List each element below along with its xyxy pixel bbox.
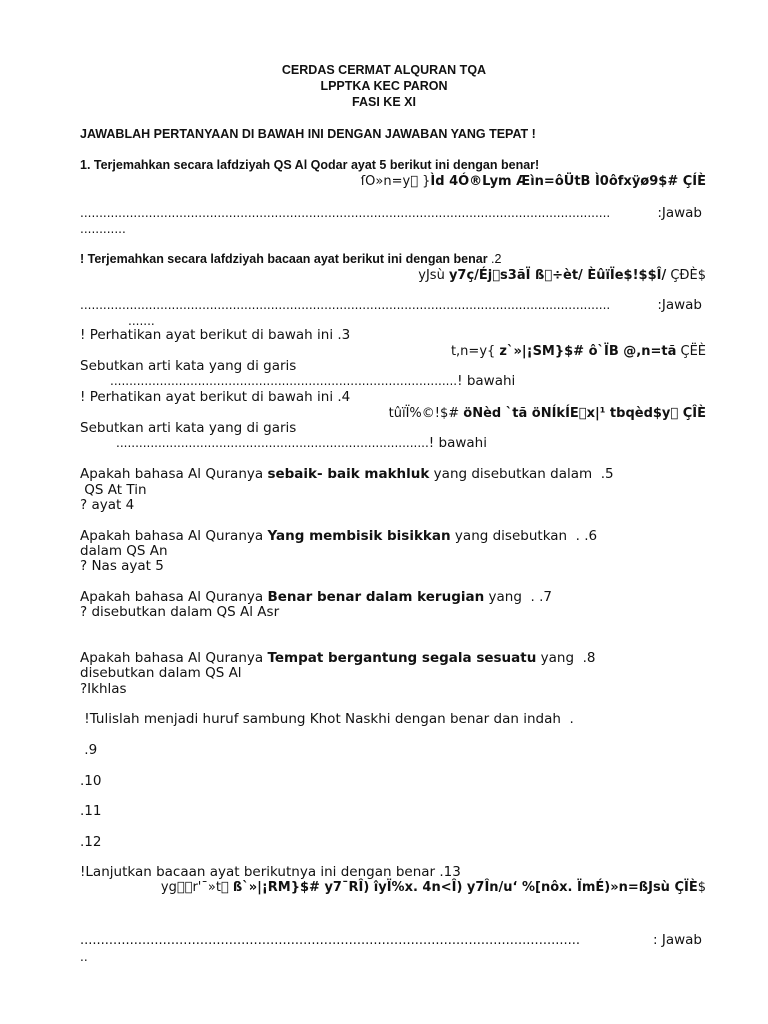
q1-answer-dots: ........................................................................................................................................... (80, 206, 611, 220)
q13-answer-tail: .. (80, 950, 88, 964)
q6-post: yang disebutkan . .6 (450, 528, 598, 544)
question-3-instruction: Sebutkan arti kata yang di garis (80, 358, 297, 374)
question-13-arabic (161, 880, 706, 895)
answer-line-1 (80, 206, 702, 221)
q2-arabic-bold: y7ç/Éj󰀀s3ãÏ ß󰀀÷èt/ ÈûïÏe$!$$Î/ (448, 268, 667, 283)
question-1-text: 1. Terjemahkan secara lafdziyah QS Al Qodar ayat 5 berikut ini dengan benar! (80, 158, 540, 172)
q4-answer-tail: ! bawahi (428, 435, 487, 451)
question-4-text: ! Perhatikan ayat berikut di bawah ini .4 (80, 389, 351, 405)
question-2-arabic (418, 268, 706, 283)
question-4-arabic (389, 406, 706, 421)
title-line-2: LPPTKA KEC PARON (320, 79, 448, 93)
q2-arabic-prefix: yJsù (418, 268, 449, 283)
question-3-text: ! Perhatikan ayat berikut di bawah ini .3 (80, 327, 351, 343)
question-3-arabic (451, 344, 706, 359)
q3-arabic-prefix: t,n=y{ (450, 344, 500, 359)
q13-answer-dots: ......................................................................................................................... (80, 933, 581, 948)
question-7-line-2: ? disebutkan dalam QS Al Asr (80, 604, 280, 620)
q5-post: yang disebutkan dalam .5 (429, 466, 614, 482)
answer-line-2 (80, 298, 702, 313)
question-6-line-3: ? Nas ayat 5 (80, 558, 164, 574)
q2-text-number: .2 (487, 252, 502, 266)
q13-arabic-suffix: $ (697, 880, 706, 895)
q4-answer-line (116, 436, 487, 451)
q5-pre: Apakah bahasa Al Quranya (80, 466, 268, 482)
question-6-line-2: dalam QS An (80, 543, 168, 559)
question-5-line-2: QS At Tin (80, 482, 147, 498)
question-13-text: !Lanjutkan bacaan ayat berikutnya ini dengan benar .13 (80, 864, 461, 880)
item-12: .12 (80, 834, 102, 850)
question-7-text (80, 590, 552, 605)
title-line-3: FASI KE XI (352, 95, 416, 109)
question-4-instruction: Sebutkan arti kata yang di garis (80, 420, 297, 436)
title-line-1: CERDAS CERMAT ALQURAN TQA (281, 63, 487, 77)
item-11: .11 (80, 803, 102, 819)
q8-bold: Tempat bergantung segala sesuatu (267, 650, 537, 666)
question-9-12-text: !Tulislah menjadi huruf sambung Khot Naskhi dengan benar dan indah . (80, 711, 574, 727)
q2-text-main: ! Terjemahkan secara lafdziyah bacaan ayat berikut ini dengan benar (80, 252, 488, 266)
q13-answer-label: : Jawab (653, 933, 702, 948)
question-5-line-3: ? ayat 4 (80, 497, 135, 513)
q13-arabic-bold: ß`»|¡RM}$# y7¯RÎ) îyÏ%x. 4n<Î) y7În/u‘ %[nôx. ÏmÉ)»n=ßJsù ÇÏÈ (232, 880, 698, 895)
question-8-text (80, 651, 596, 666)
q2-answer-dots: ........................................................................................................................................... (80, 298, 611, 312)
q1-arabic-prefix: ſO»n=y󰀀 } (360, 174, 431, 189)
q8-pre: Apakah bahasa Al Quranya (80, 650, 268, 666)
q3-answer-line (110, 374, 515, 389)
q6-pre: Apakah bahasa Al Quranya (80, 528, 268, 544)
question-2-text (80, 252, 501, 267)
answer-line-13 (80, 933, 702, 948)
q1-answer-tail: ............ (80, 222, 126, 236)
q7-bold: Benar benar dalam kerugian (267, 589, 485, 605)
question-8-line-3: ?Ikhlas (80, 681, 127, 697)
q2-answer-tail: ....... (128, 314, 155, 328)
q13-arabic-prefix: yg󰀀󰀀r'¯»t󰀀 (160, 880, 233, 895)
q6-bold: Yang membisik bisikkan (267, 528, 451, 544)
question-8-line-2: disebutkan dalam QS Al (80, 665, 242, 681)
q8-post: yang .8 (536, 650, 596, 666)
q3-answer-dots: ........................................................................................... (110, 374, 458, 388)
q2-arabic-suffix: ÇÐÈ$ (666, 268, 706, 283)
q7-post: yang . .7 (484, 589, 552, 605)
q1-arabic-bold: Ìd 4Ó®Lym Æìn=ôÜtB Ì0ôfxÿø9$# ÇÍÈ (430, 174, 706, 189)
q3-answer-tail: ! bawahi (457, 373, 516, 389)
q3-arabic-bold: z`»|¡SM}$# ô`ÏB @,n=tã (499, 344, 677, 359)
q4-answer-dots: .................................................................................. (116, 436, 429, 450)
q4-arabic-prefix: tûïÏ%©!$# (388, 406, 464, 421)
item-9: .9 (80, 742, 98, 758)
q3-arabic-suffix: ÇËÈ (676, 344, 706, 359)
instruction-text: JAWABLAH PERTANYAAN DI BAWAH INI DENGAN JAWABAN YANG TEPAT ! (80, 127, 536, 141)
q4-arabic-bold: öNèd `tã öNÍkÍE󰀀x|¹ tbqèd$y󰀀 ÇÎÈ (463, 406, 706, 421)
q1-answer-label: :Jawab (657, 206, 702, 221)
q5-bold: sebaik- baik makhluk (267, 466, 430, 482)
question-1-arabic (361, 174, 706, 189)
question-6-text (80, 529, 597, 544)
item-10: .10 (80, 773, 102, 789)
q7-pre: Apakah bahasa Al Quranya (80, 589, 268, 605)
q2-answer-label: :Jawab (657, 298, 702, 313)
question-5-text (80, 467, 614, 482)
